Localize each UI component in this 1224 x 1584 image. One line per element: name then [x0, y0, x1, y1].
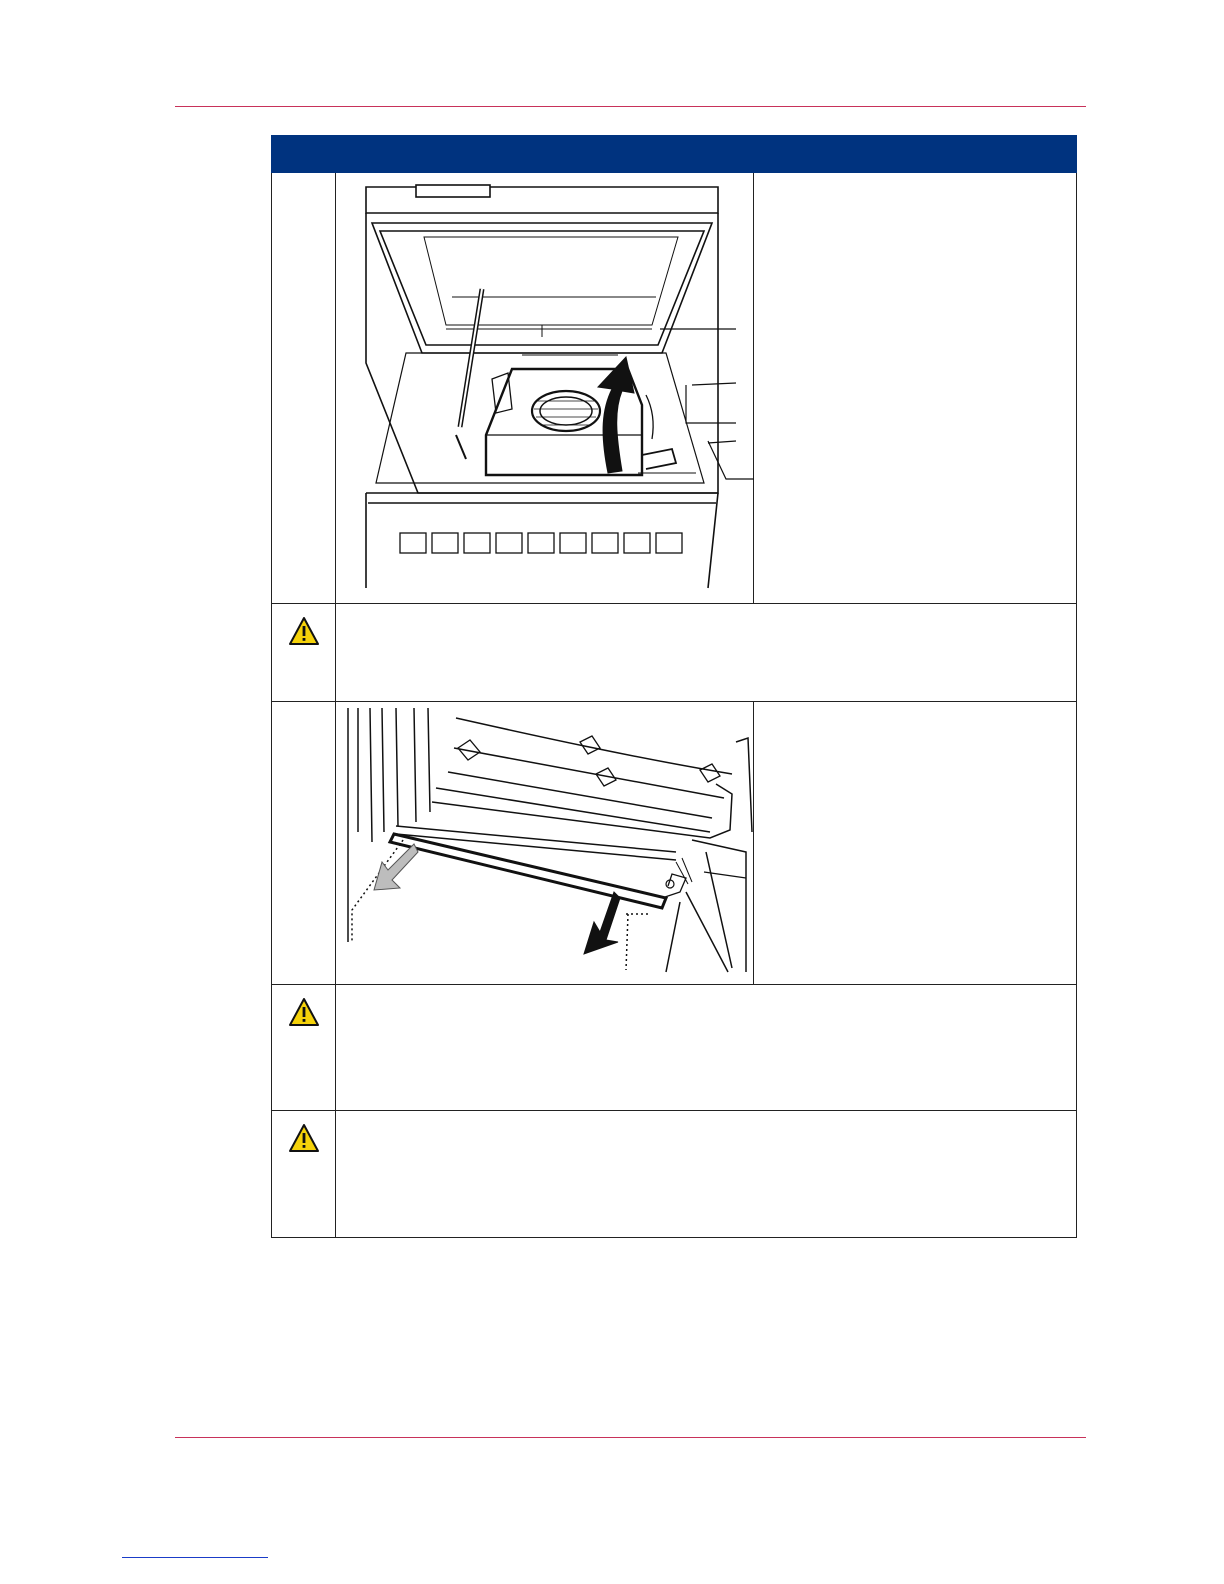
step-row — [272, 702, 1077, 985]
procedure-table — [271, 135, 1077, 1238]
warning-text — [336, 985, 1077, 1111]
page-footer-rule — [175, 1437, 1086, 1438]
step-description — [754, 702, 1077, 985]
printer-cover-illustration — [336, 173, 754, 603]
step-row — [272, 173, 1077, 604]
warning-triangle-icon — [288, 997, 320, 1027]
warning-icon-cell — [272, 985, 336, 1111]
step-number — [272, 702, 336, 985]
step-figure-cell — [336, 173, 754, 604]
warning-row — [272, 604, 1077, 702]
warning-row — [272, 1111, 1077, 1238]
warning-icon-cell — [272, 604, 336, 702]
footnote-rule — [122, 1557, 268, 1558]
warning-triangle-icon — [288, 616, 320, 646]
guide-plate-illustration — [336, 702, 754, 984]
step-number — [272, 173, 336, 604]
table-header — [272, 136, 1077, 173]
page-header-rule — [175, 106, 1086, 107]
warning-row — [272, 985, 1077, 1111]
step-figure-cell — [336, 702, 754, 985]
warning-triangle-icon — [288, 1123, 320, 1153]
warning-text — [336, 1111, 1077, 1238]
warning-text — [336, 604, 1077, 702]
step-description — [754, 173, 1077, 604]
warning-icon-cell — [272, 1111, 336, 1238]
table-header-row — [272, 136, 1077, 173]
